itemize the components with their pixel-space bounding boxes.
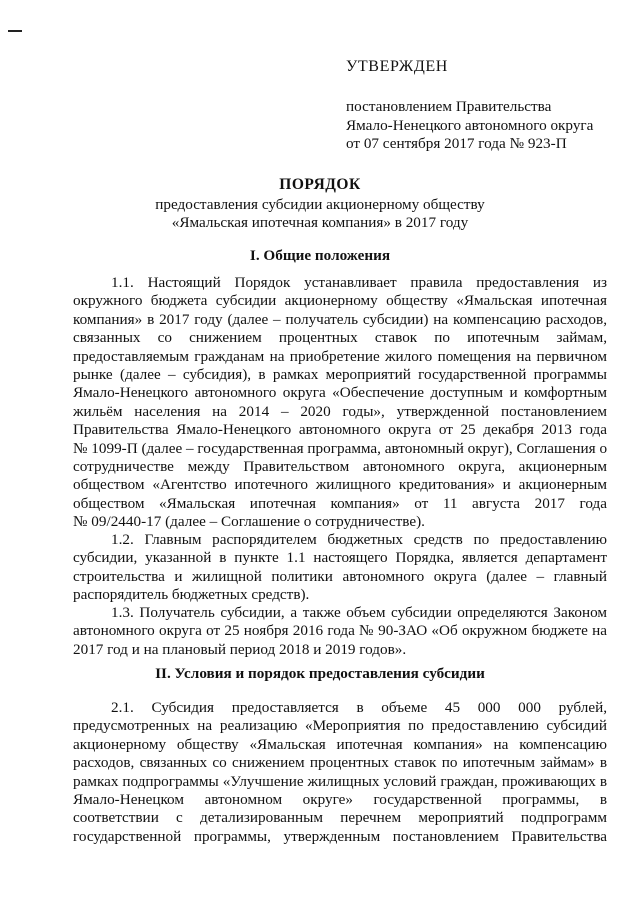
text-line: акционерному обществу «Ямальская ипотечная компания» на компенсацию: [73, 735, 607, 753]
paragraph-2-1: [73, 699, 607, 846]
text-line: 2017 год и на плановый период 2018 и 2019 годов».: [73, 640, 407, 658]
text-line: 1.1. Настоящий Порядок устанавливает правила предоставления из: [111, 274, 607, 291]
text-line: 1.2. Главным распорядителем бюджетных средств по предоставлению: [111, 531, 607, 548]
paragraph-1-2: [73, 531, 607, 605]
text-line: жильём населения на 2014 – 2020 годы», утвержденной постановлением: [73, 402, 607, 420]
document-title: ПОРЯДОК: [279, 176, 361, 193]
section-heading-general: I. Общие положения: [249, 247, 391, 264]
text-line: 2.1. Субсидия предоставляется в объеме 45 000 000 рублей,: [111, 699, 607, 716]
text-line: окружного бюджета субсидии акционерному обществу «Ямальская ипотечная: [73, 292, 607, 310]
document-subtitle: [0, 196, 640, 232]
text-line: автономного округа от 25 ноября 2016 года № 90-ЗАО «Об окружном бюджете на: [73, 622, 607, 640]
approval-decree: [346, 98, 593, 154]
approval-stamp-heading: УТВЕРЖДЕН: [346, 58, 448, 75]
text-line: компания» в 2017 году (далее – получатель субсидии) на компенсацию расходов,: [73, 310, 607, 328]
decree-line: постановлением Правительства: [346, 98, 552, 115]
text-line: Правительства Ямало-Ненецкого автономного округа от 25 декабря 2013 года: [73, 421, 607, 439]
decree-line: Ямало-Ненецкого автономного округа: [346, 116, 594, 134]
page-edge-mark: [8, 30, 22, 32]
text-line: рынке (далее – субсидия), в рамках мероприятий государственной программы: [73, 365, 607, 383]
text-line: государственной программы, утвержденным постановлением Правительства: [73, 827, 607, 845]
text-line: № 09/2440-17 (далее – Соглашение о сотрудничестве).: [73, 513, 425, 531]
text-line: соответствии с детализированным перечнем мероприятий подпрограмм: [73, 809, 607, 827]
text-line: предоставляемым гражданам на приобретение жилого помещения на первичном: [73, 347, 607, 365]
paragraph-1-3: [73, 604, 607, 659]
text-line: предусмотренных на реализацию «Мероприятия по предоставлению субсидий: [73, 717, 607, 735]
text-line: расходов, связанных со снижением процентных ставок по ипотечным займам» в: [73, 754, 607, 772]
text-line: сотрудничестве между Правительством автономного округа, акционерным: [73, 457, 607, 475]
text-line: Ямало-Ненецкого автономного округа «Обеспечение доступным и комфортным: [73, 384, 607, 402]
decree-line: от 07 сентября 2017 года № 923-П: [346, 135, 567, 152]
text-line: связанных со снижением процентных ставок по ипотечным займам,: [73, 329, 607, 347]
text-line: распорядитель бюджетных средств).: [73, 586, 310, 604]
paragraph-1-1: [73, 274, 607, 531]
text-line: обществом «Агентство ипотечного жилищного кредитования» и акционерным: [73, 476, 607, 494]
text-line: 1.3. Получатель субсидии, а также объем субсидии определяются Законом: [111, 604, 607, 621]
text-line: субсидии, указанной в пункте 1.1 настоящего Порядка, является департамент: [73, 549, 607, 567]
section-heading-conditions: II. Условия и порядок предоставления субсидии: [155, 665, 485, 682]
text-line: Ямало-Ненецком автономном округе» государственной программы, в: [73, 790, 607, 808]
text-line: № 1099-П (далее – государственная программа, автономный округ), Соглашения о: [73, 439, 607, 457]
text-line: обществом «Ямальская ипотечная компания» от 11 августа 2017 года: [73, 494, 607, 512]
text-line: строительства и жилищной политики автономного округа (далее – главный: [73, 567, 607, 585]
text-line: рамках подпрограммы «Улучшение жилищных условий граждан, проживающих в: [73, 772, 607, 790]
subtitle-line: «Ямальская ипотечная компания» в 2017 году: [171, 214, 469, 231]
subtitle-line: предоставления субсидии акционерному обществу: [155, 196, 485, 213]
